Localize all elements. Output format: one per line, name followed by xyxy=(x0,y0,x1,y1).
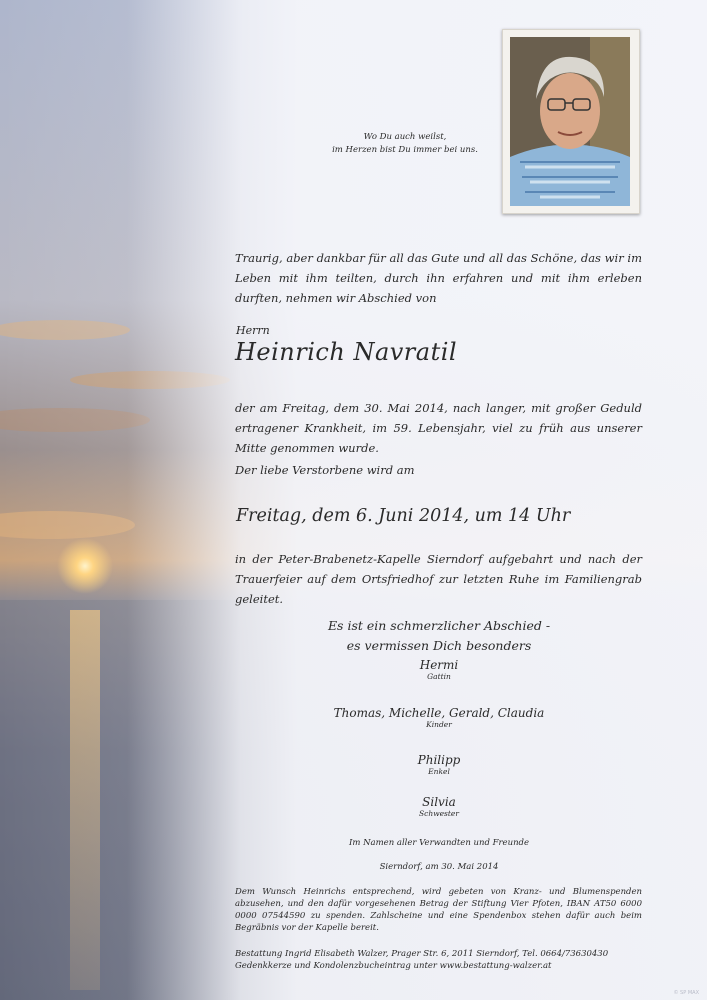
salutation: Herrn xyxy=(236,324,270,337)
undertaker-address: Bestattung Ingrid Elisabeth Walzer, Prager Str. 6, 2011 Sierndorf, Tel. 0664/73630430 xyxy=(235,949,609,959)
family-member xyxy=(236,753,642,776)
online-condolence: Gedenkkerze und Kondolenzbucheintrag unter www.bestattung-walzer.at xyxy=(235,961,552,971)
family-relation: Enkel xyxy=(428,767,450,776)
deceased-name: Heinrich Navratil xyxy=(235,338,458,366)
intro-text: Traurig, aber dankbar für all das Gute und all das Schöne, das wir im Leben mit ihm teilten, durch ihn erfahren und mit ihm erleben durften, nehmen wir Abschied von xyxy=(235,251,642,305)
family-member xyxy=(236,706,642,729)
motto-line-1: Wo Du auch weilst, xyxy=(363,132,447,142)
farewell-line-2: es vermissen Dich besonders xyxy=(346,638,532,653)
family-member xyxy=(236,658,642,681)
motto-line-2: im Herzen bist Du immer bei uns. xyxy=(332,145,478,155)
family-name: Hermi xyxy=(419,658,459,672)
family-member xyxy=(236,795,642,818)
undertaker-info xyxy=(235,948,642,972)
funeral-text: in der Peter-Brabenetz-Kapelle Sierndorf aufgebahrt und nach der Trauerfeier auf dem Ortsfriedhof zur letzten Ruhe im Familiengrab geleitet. xyxy=(235,552,642,606)
credit-mark: © SP MAX xyxy=(673,990,699,996)
family-relation: Schwester xyxy=(419,809,459,818)
family-name: Philipp xyxy=(417,753,461,767)
motto xyxy=(280,131,530,157)
family-relation: Kinder xyxy=(426,720,452,729)
portrait-photo xyxy=(510,37,630,206)
donation-text: Dem Wunsch Heinrichs entsprechend, wird gebeten von Kranz- und Blumenspenden abzusehen, und den dafür vorgesehenen Betrag der Stiftung Vier Pfoten, IBAN AT50 6000 0000 07544590 zu spenden. Zahlscheine und eine Spendenbox stehen dafür auch beim Begräbnis vor der Kapelle bereit. xyxy=(235,887,642,933)
relatives-line: Im Namen aller Verwandten und Freunde xyxy=(348,838,530,848)
family-name: Thomas, Michelle, Gerald, Claudia xyxy=(333,706,545,720)
family-name: Silvia xyxy=(422,795,456,809)
funeral-date: Freitag, dem 6. Juni 2014, um 14 Uhr xyxy=(236,506,571,526)
death-text: der am Freitag, dem 30. Mai 2014, nach langer, mit großer Geduld ertragener Krankheit, im 59. Lebensjahr, viel zu früh aus unserer Mitte genommen wurde. xyxy=(235,401,642,455)
farewell-line-1: Es ist ein schmerzlicher Abschied - xyxy=(327,618,551,633)
farewell xyxy=(236,616,642,656)
place-date: Sierndorf, am 30. Mai 2014 xyxy=(379,862,499,872)
portrait-frame xyxy=(502,29,640,214)
family-relation: Gattin xyxy=(427,672,451,681)
announce-text: Der liebe Verstorbene wird am xyxy=(235,463,415,477)
